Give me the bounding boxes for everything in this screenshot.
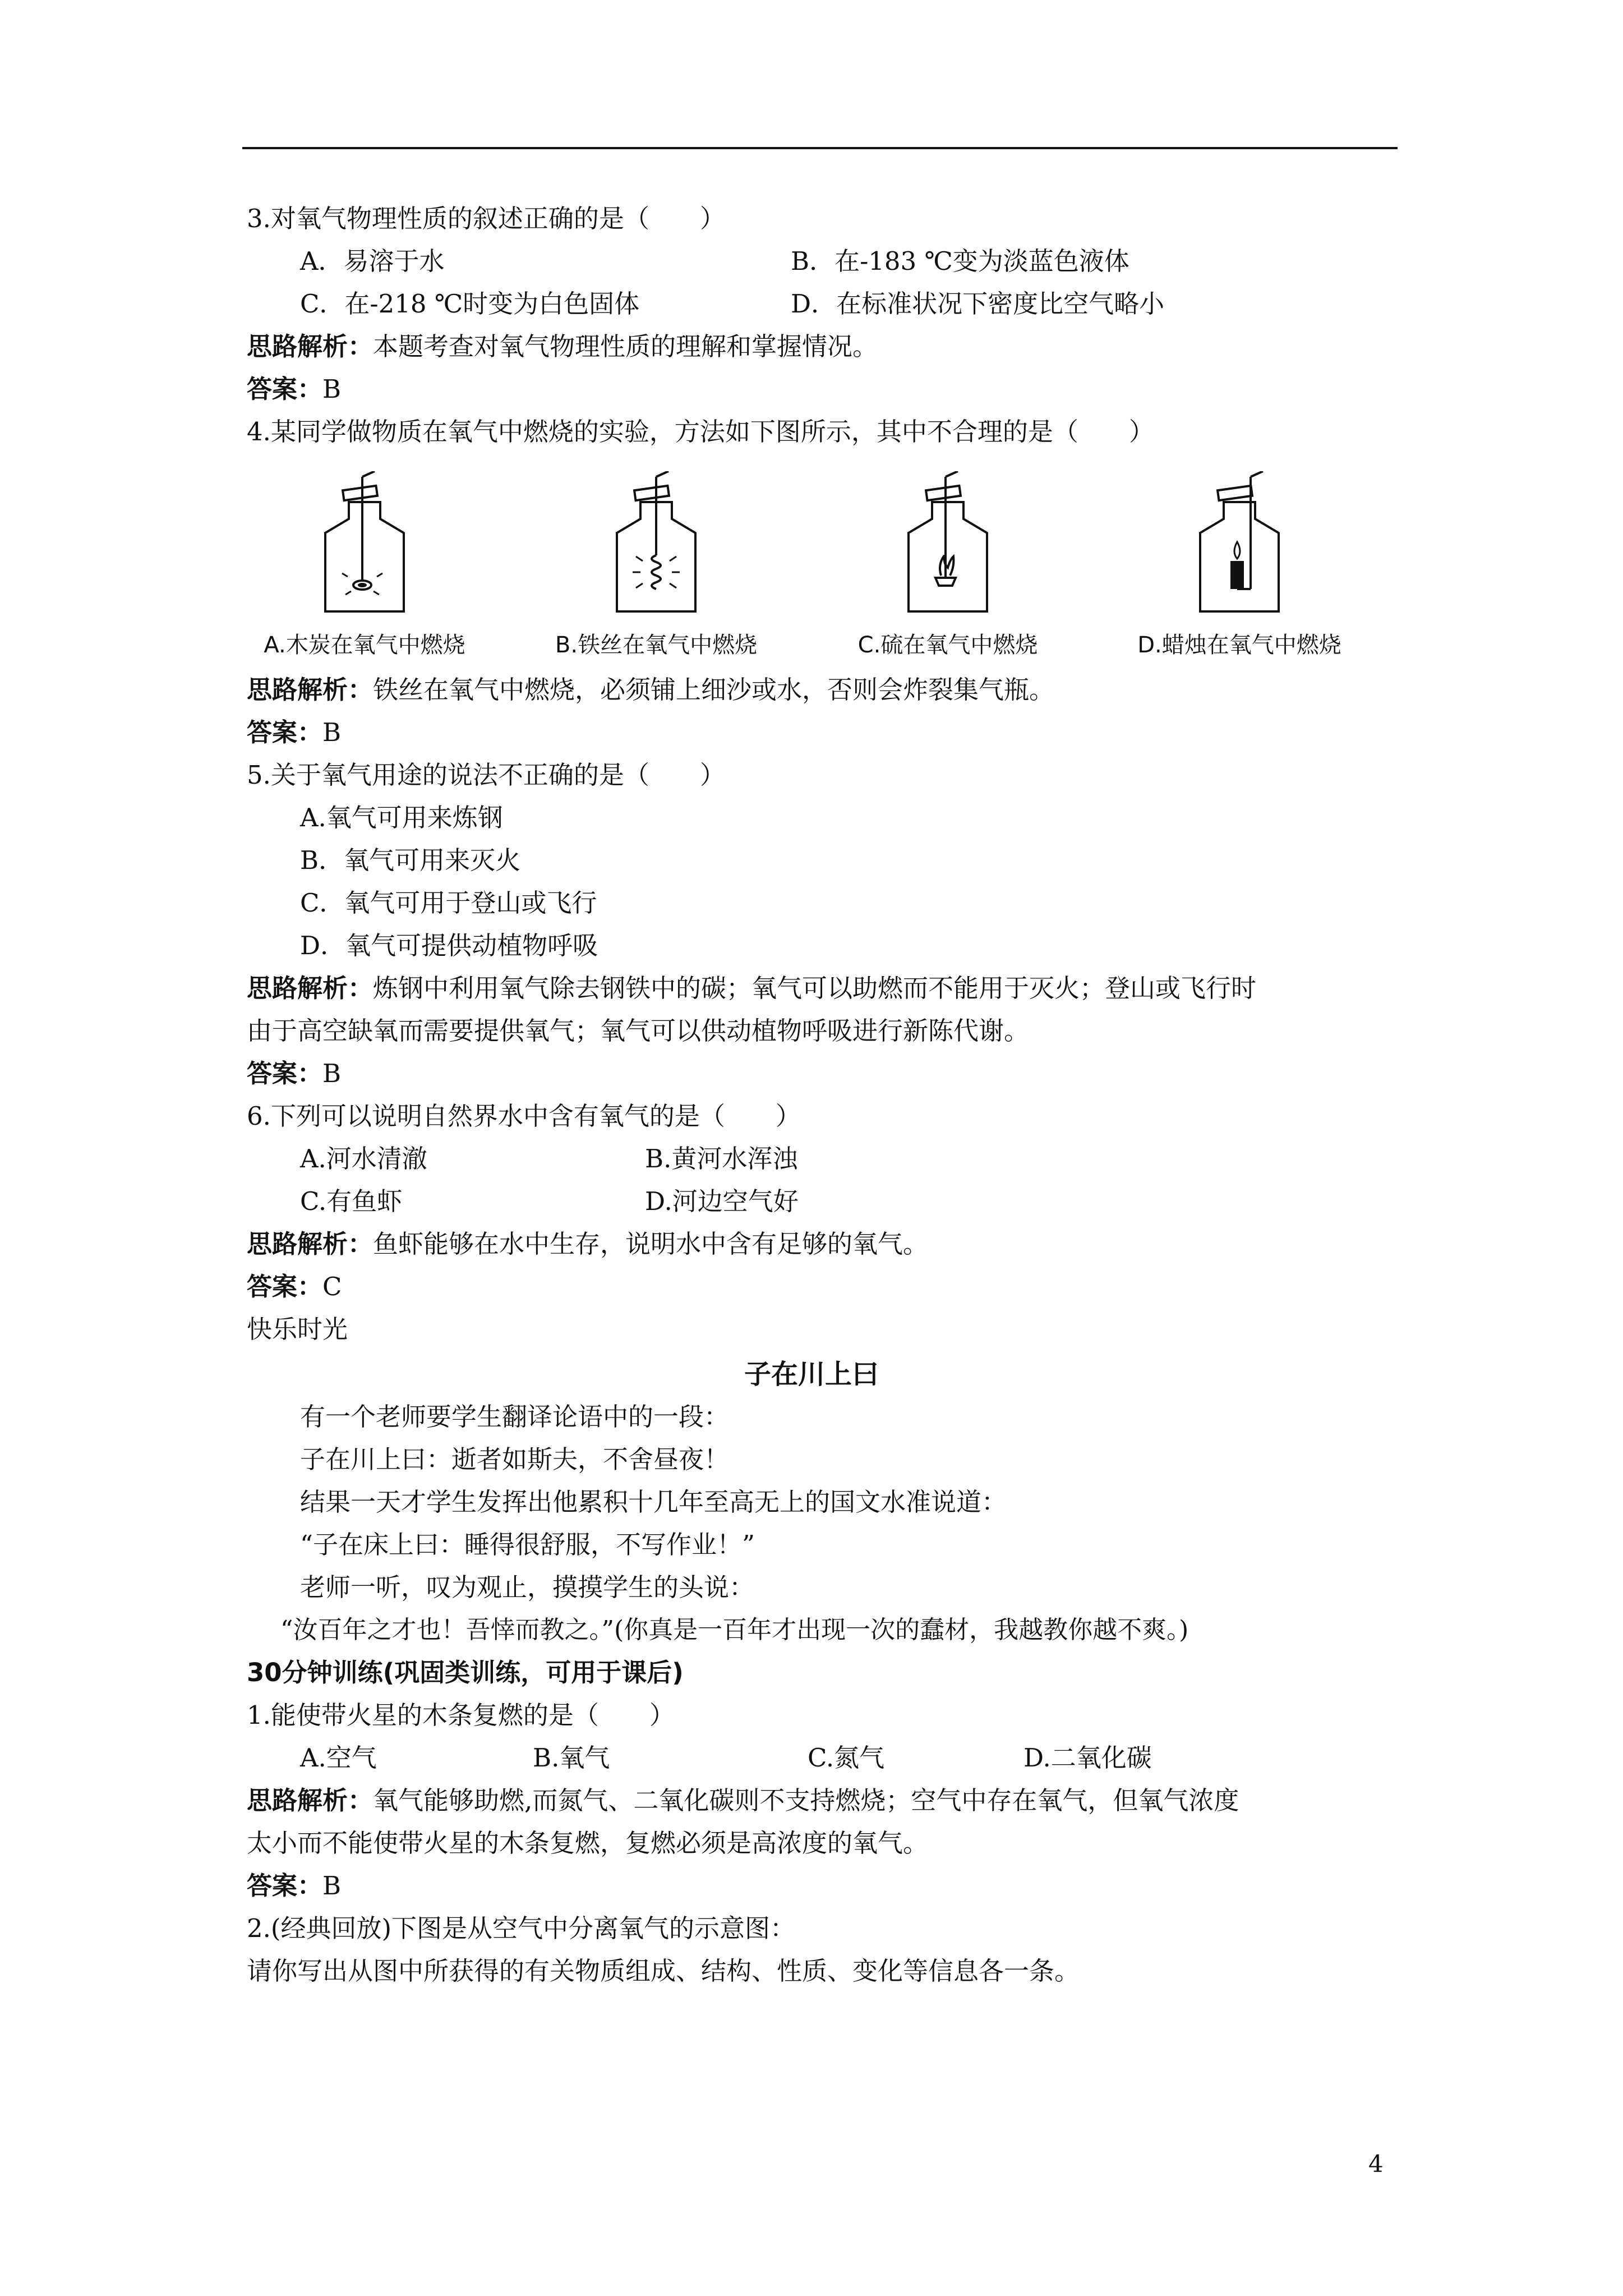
bottle-candle-icon xyxy=(1183,471,1295,623)
s2-stem: 2.(经典回放)下图是从空气中分离氧气的示意图： xyxy=(247,1913,796,1943)
q3-analysis-text: 本题考查对氧气物理性质的理解和掌握情况。 xyxy=(373,332,878,361)
q6-answer-label: 答案： xyxy=(247,1272,323,1301)
q4-answer-label: 答案： xyxy=(247,717,323,747)
q3-answer-label: 答案： xyxy=(247,374,323,404)
s1-option-d: D.二氧化碳 xyxy=(1023,1743,1152,1773)
q5-answer-value: B xyxy=(322,1059,342,1088)
q3-option-c: C．在-218 ℃时变为白色固体 xyxy=(300,289,640,319)
q6-answer-value: C xyxy=(322,1272,342,1301)
happy-line-4: “子在床上曰：睡得很舒服，不写作业！” xyxy=(300,1530,755,1559)
q5-option-c: C．氧气可用于登山或飞行 xyxy=(300,888,597,918)
q6-option-d: D.河边空气好 xyxy=(645,1186,799,1216)
s1-answer-label: 答案： xyxy=(247,1871,323,1901)
s1-answer-value: B xyxy=(322,1871,342,1901)
q6-analysis-label: 思路解析： xyxy=(247,1229,374,1259)
q3-option-a: A．易溶于水 xyxy=(300,246,445,276)
q5-analysis-text-2: 由于高空缺氧而需要提供氧气；氧气可以供动植物呼吸进行新陈代谢。 xyxy=(247,1016,1030,1046)
s1-analysis-text-2: 太小而不能使带火星的木条复燃，复燃必须是高浓度的氧气。 xyxy=(247,1828,929,1858)
q6-answer xyxy=(247,1270,342,1304)
bottle-sulfur-icon xyxy=(892,471,1004,623)
s1-option-c: C.氮气 xyxy=(808,1743,885,1773)
s1-option-a: A.空气 xyxy=(300,1743,377,1773)
q4-answer xyxy=(247,716,341,749)
s1-analysis xyxy=(247,1784,1239,1818)
q4-stem: 4.某同学做物质在氧气中燃烧的实验，方法如下图所示，其中不合理的是（ ） xyxy=(247,417,1154,447)
happy-line-6: “汝百年之才也！吾悻而教之。”(你真是一百年才出现一次的蠢材，我越教你越不爽。) xyxy=(280,1616,1189,1644)
q6-analysis xyxy=(247,1227,928,1261)
q3-stem: 3.对氧气物理性质的叙述正确的是（ ） xyxy=(247,204,725,233)
bottle-iron-wire-icon xyxy=(600,471,712,623)
happy-line-3: 结果一天才学生发挥出他累积十几年至高无上的国文水准说道： xyxy=(300,1487,1007,1517)
q6-analysis-text: 鱼虾能够在水中生存，说明水中含有足够的氧气。 xyxy=(373,1229,929,1259)
s1-answer xyxy=(247,1869,341,1903)
happy-heading: 快乐时光 xyxy=(247,1314,348,1344)
combustion-figure xyxy=(247,471,1402,662)
q5-answer-label: 答案： xyxy=(247,1059,323,1088)
q4-answer-value: B xyxy=(322,717,342,747)
happy-title: 子在川上曰 xyxy=(744,1359,879,1390)
q6-option-c: C.有鱼虾 xyxy=(300,1186,403,1216)
q3-answer-value: B xyxy=(322,374,342,404)
q3-analysis-label: 思路解析： xyxy=(247,332,374,361)
q3-answer xyxy=(247,372,341,406)
section-30min-heading: 30分钟训练(巩固类训练，可用于课后) xyxy=(247,1658,684,1687)
s2-line-2: 请你写出从图中所获得的有关物质组成、结构、性质、变化等信息各一条。 xyxy=(247,1956,1080,1986)
q5-stem: 5.关于氧气用途的说法不正确的是（ ） xyxy=(247,760,725,790)
q4-caption-c: C.硫在氧气中燃烧 xyxy=(857,632,1038,658)
page-number: 4 xyxy=(1368,2150,1384,2178)
q5-analysis xyxy=(247,972,1256,1005)
q4-caption-b: B.铁丝在氧气中燃烧 xyxy=(555,632,758,658)
q6-option-b: B.黄河水浑浊 xyxy=(645,1144,798,1174)
q4-caption-a: A.木炭在氧气中燃烧 xyxy=(264,632,465,658)
q5-analysis-text-1: 炼钢中利用氧气除去钢铁中的碳；氧气可以助燃而不能用于灭火；登山或飞行时 xyxy=(373,973,1257,1003)
happy-line-1: 有一个老师要学生翻译论语中的一段： xyxy=(300,1402,730,1432)
s1-analysis-label: 思路解析： xyxy=(247,1786,374,1815)
happy-line-5: 老师一听，叹为观止，摸摸学生的头说： xyxy=(300,1572,755,1602)
happy-line-2: 子在川上曰：逝者如斯夫，不舍昼夜！ xyxy=(300,1444,730,1474)
q3-option-d: D．在标准状况下密度比空气略小 xyxy=(791,289,1165,319)
q3-option-b: B．在-183 ℃变为淡蓝色液体 xyxy=(791,246,1129,276)
header-rule xyxy=(242,147,1398,149)
s1-stem: 1.能使带火星的木条复燃的是（ ） xyxy=(247,1700,675,1730)
s1-option-b: B.氧气 xyxy=(533,1743,610,1773)
q4-analysis-text: 铁丝在氧气中燃烧，必须铺上细沙或水，否则会炸裂集气瓶。 xyxy=(373,675,1055,705)
q5-option-a: A.氧气可用来炼钢 xyxy=(300,803,503,832)
q4-analysis xyxy=(247,673,1054,707)
q5-answer xyxy=(247,1057,341,1091)
q6-option-a: A.河水清澈 xyxy=(300,1144,427,1174)
bottle-charcoal-icon xyxy=(308,471,421,623)
s1-analysis-text-1: 氧气能够助燃,而氮气、二氧化碳则不支持燃烧；空气中存在氧气，但氧气浓度 xyxy=(373,1786,1239,1815)
q6-stem: 6.下列可以说明自然界水中含有氧气的是（ ） xyxy=(247,1101,801,1131)
q4-analysis-label: 思路解析： xyxy=(247,675,374,705)
q4-caption-d: D.蜡烛在氧气中燃烧 xyxy=(1137,632,1341,658)
q5-option-d: D．氧气可提供动植物呼吸 xyxy=(300,931,598,960)
q5-analysis-label: 思路解析： xyxy=(247,973,374,1003)
q3-analysis xyxy=(247,330,878,364)
q5-option-b: B．氧气可用来灭火 xyxy=(300,845,521,875)
